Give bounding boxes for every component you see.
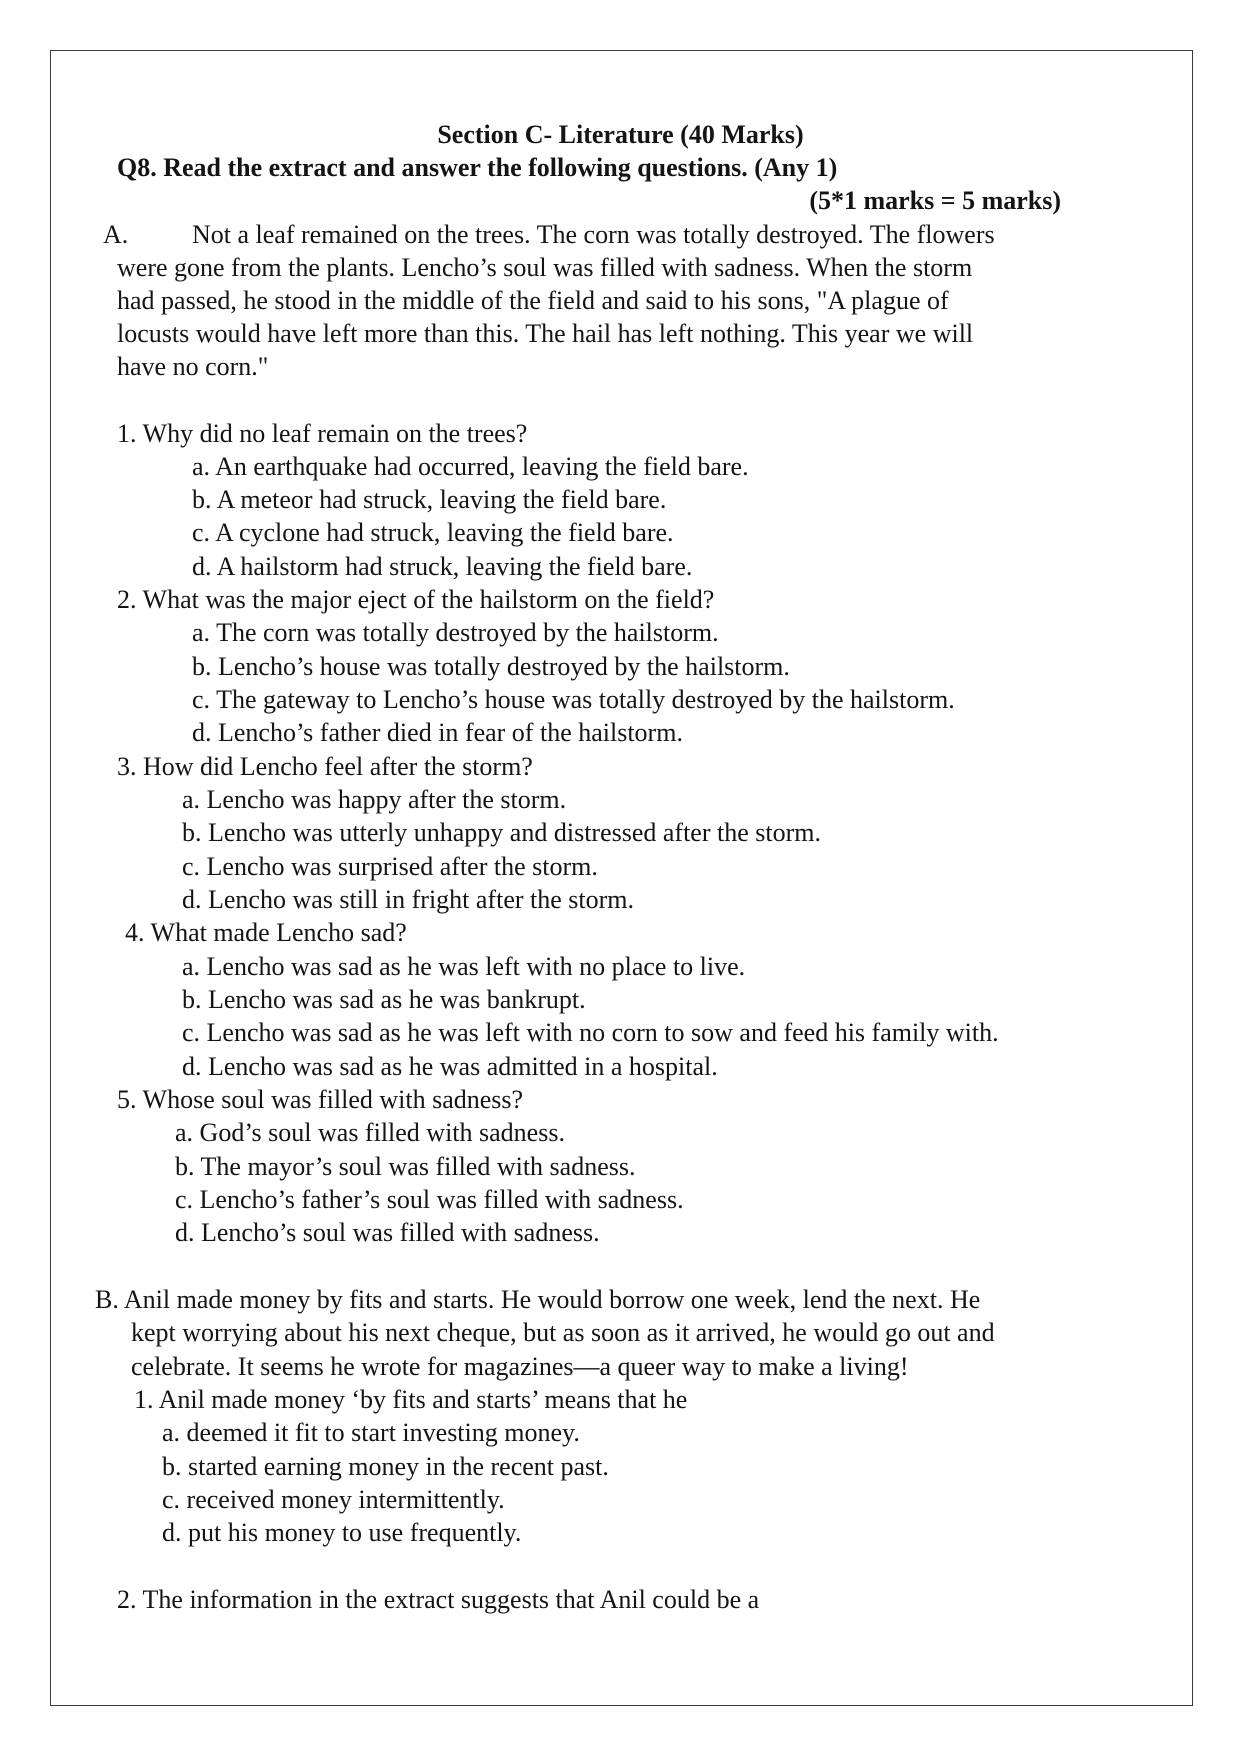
passage-a-line: locusts would have left more than this. The hail has left nothing. This year we will: [117, 319, 974, 348]
option: b. started earning money in the recent past.: [162, 1452, 609, 1481]
option: a. The corn was totally destroyed by the hailstorm.: [192, 618, 719, 647]
question-b2: 2. The information in the extract suggests that Anil could be a: [117, 1585, 760, 1614]
option: d. Lencho was still in fright after the storm.: [182, 885, 635, 914]
passage-b-line: kept worrying about his next cheque, but as soon as it arrived, he would go out and: [131, 1318, 995, 1347]
option: c. The gateway to Lencho’s house was totally destroyed by the hailstorm.: [192, 685, 955, 714]
marks-label: (5*1 marks = 5 marks): [809, 186, 1061, 215]
passage-a-line: were gone from the plants. Lencho’s soul was filled with sadness. When the storm: [117, 253, 973, 282]
question-a3: 3. How did Lencho feel after the storm?: [117, 752, 533, 781]
option: a. Lencho was sad as he was left with no place to live.: [182, 952, 746, 981]
option: c. Lencho was surprised after the storm.: [182, 852, 598, 881]
passage-a-label: A.: [103, 220, 129, 249]
option: d. Lencho’s father died in fear of the hailstorm.: [192, 718, 683, 747]
option: b. Lencho was sad as he was bankrupt.: [182, 985, 586, 1014]
option: a. Lencho was happy after the storm.: [182, 785, 567, 814]
question-a5: 5. Whose soul was filled with sadness?: [117, 1085, 524, 1114]
option: c. A cyclone had struck, leaving the field bare.: [192, 518, 674, 547]
question-a1: 1. Why did no leaf remain on the trees?: [117, 419, 528, 448]
section-title: Section C- Literature (40 Marks): [437, 120, 804, 149]
option: a. An earthquake had occurred, leaving the field bare.: [192, 452, 749, 481]
option: a. God’s soul was filled with sadness.: [175, 1118, 565, 1147]
passage-a-line: had passed, he stood in the middle of the field and said to his sons, "A plague of: [117, 286, 949, 315]
option: a. deemed it fit to start investing money.: [162, 1418, 580, 1447]
passage-b-line: celebrate. It seems he wrote for magazines—a queer way to make a living!: [131, 1352, 909, 1381]
option: d. put his money to use frequently.: [162, 1518, 522, 1547]
passage-a-line: Not a leaf remained on the trees. The corn was totally destroyed. The flowers: [192, 220, 995, 249]
option: d. Lencho’s soul was filled with sadness.: [175, 1218, 600, 1247]
option: b. A meteor had struck, leaving the field bare.: [192, 485, 667, 514]
passage-a-line: have no corn.": [117, 352, 269, 381]
question-heading: Q8. Read the extract and answer the following questions. (Any 1): [117, 153, 838, 182]
option: b. The mayor’s soul was filled with sadness.: [175, 1152, 636, 1181]
question-a2: 2. What was the major eject of the hailstorm on the field?: [117, 585, 715, 614]
option: d. A hailstorm had struck, leaving the field bare.: [192, 552, 693, 581]
passage-b-line: B. Anil made money by fits and starts. He would borrow one week, lend the next. He: [95, 1285, 981, 1314]
option: c. received money intermittently.: [162, 1485, 505, 1514]
question-a4: 4. What made Lencho sad?: [125, 918, 407, 947]
question-b1: 1. Anil made money ‘by fits and starts’ means that he: [134, 1385, 688, 1414]
option: b. Lencho’s house was totally destroyed by the hailstorm.: [192, 652, 790, 681]
option: d. Lencho was sad as he was admitted in a hospital.: [182, 1052, 718, 1081]
option: b. Lencho was utterly unhappy and distressed after the storm.: [182, 818, 821, 847]
option: c. Lencho was sad as he was left with no corn to sow and feed his family with.: [182, 1018, 999, 1047]
option: c. Lencho’s father’s soul was filled with sadness.: [175, 1185, 684, 1214]
